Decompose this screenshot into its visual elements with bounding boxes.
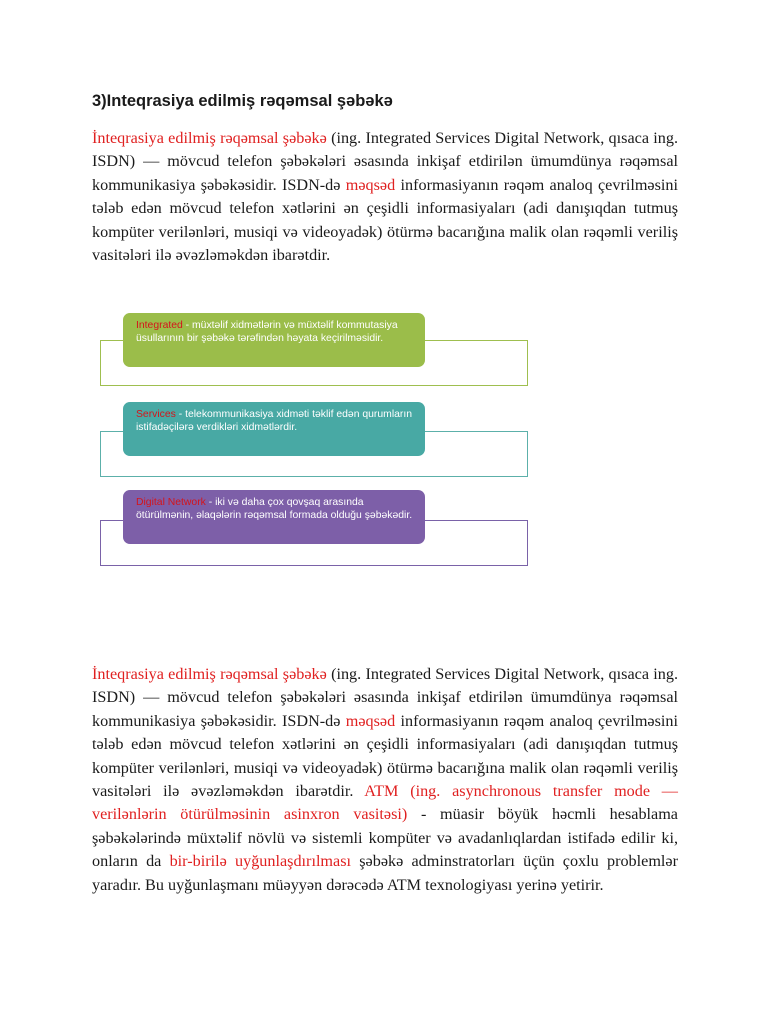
diagram-box-digital-network xyxy=(123,490,425,544)
isdn-term: İnteqrasiya edilmiş rəqəmsal şəbəkə xyxy=(92,665,327,683)
paragraph-text: (ing. Integrated Services Digital Network, qısaca ing. ISDN) — mövcud telefon şəbəkələri əsasında inkişaf etdirilən ümumdünya rəqəmsal kommunikasiya şəbəkəsidir. ISDN-də xyxy=(92,665,678,730)
paragraph-text: informasiyanın rəqəm analoq çevrilməsini tələb edən mövcud telefon xətlərini ən çeşidli informasiyaları (adi danışıqdan tutmuş kompüter verilənləri, musiqi və videoyadək) ötürmə bacarığına malik olan rəqəmli veriliş vasitələri ilə əvəzləməkdən ibarətdir. xyxy=(92,711,679,801)
section-heading: 3)Inteqrasiya edilmiş rəqəmsal şəbəkə xyxy=(92,92,393,110)
diagram-term: Services xyxy=(136,409,176,420)
isdn-paragraph-2 xyxy=(92,663,678,897)
diagram-text: - müxtəlif xidmətlərin və müxtəlif kommutasiya üsullarının bir şəbəkə tərəfindən həyata keçirilməsidir. xyxy=(136,320,398,344)
diagram-term: Digital Network xyxy=(136,497,206,508)
diagram-text: - iki və daha çox qovşaq arasında ötürülmənin, əlaqələrin rəqəmsal formada olduğu şəbəkədir. xyxy=(136,497,413,521)
purpose-word: məqsəd xyxy=(345,711,396,730)
paragraph-text: (ing. Integrated Services Digital Network, qısaca ing. ISDN) — mövcud telefon şəbəkələri əsasında inkişaf etdirilən ümumdünya rəqəmsal kommunikasiya şəbəkəsidir. ISDN-də xyxy=(92,129,678,194)
isdn-paragraph-1 xyxy=(92,127,678,267)
paragraph-text: informasiyanın rəqəm analoq çevrilməsini tələb edən mövcud telefon xətlərini ən çeşidli informasiyaları (adi danışıqdan tutmuş kompüter verilənləri, musiqi və videoyadək) ötürmə bacarığına malik olan rəqəmli veriliş vasitələri ilə əvəzləməkdən ibarətdir. xyxy=(92,175,679,265)
diagram-text: - telekommunikasiya xidməti təklif edən qurumların istifadəçilərə verdikləri xidmətlərdir. xyxy=(136,409,413,433)
atm-term: ATM (ing. asynchronous transfer mode —verilənlərin ötürülməsinin asinxron vasitəsi) xyxy=(92,782,678,824)
isdn-term: İnteqrasiya edilmiş rəqəmsal şəbəkə xyxy=(92,129,327,147)
diagram-box-integrated xyxy=(123,313,425,367)
compat-term: bir-birilə uyğunlaşdırılması xyxy=(169,852,352,871)
diagram-term: Integrated xyxy=(136,320,183,331)
isdn-diagram xyxy=(96,310,536,572)
paragraph-text: şəbəkə adminstratorları üçün çoxlu problemlər yaradır. Bu uyğunlaşmanı müəyyən dərəcədə ATM texnologiyası yerinə yetirir. xyxy=(92,852,678,894)
paragraph-text: - müasir böyük həcmli hesablama şəbəkələrində müxtəlif növlü və sistemli kompüter və avadanlıqlardan istifadə edilir ki, onların da xyxy=(92,805,678,871)
diagram-box-services xyxy=(123,402,425,456)
purpose-word: məqsəd xyxy=(345,175,396,194)
